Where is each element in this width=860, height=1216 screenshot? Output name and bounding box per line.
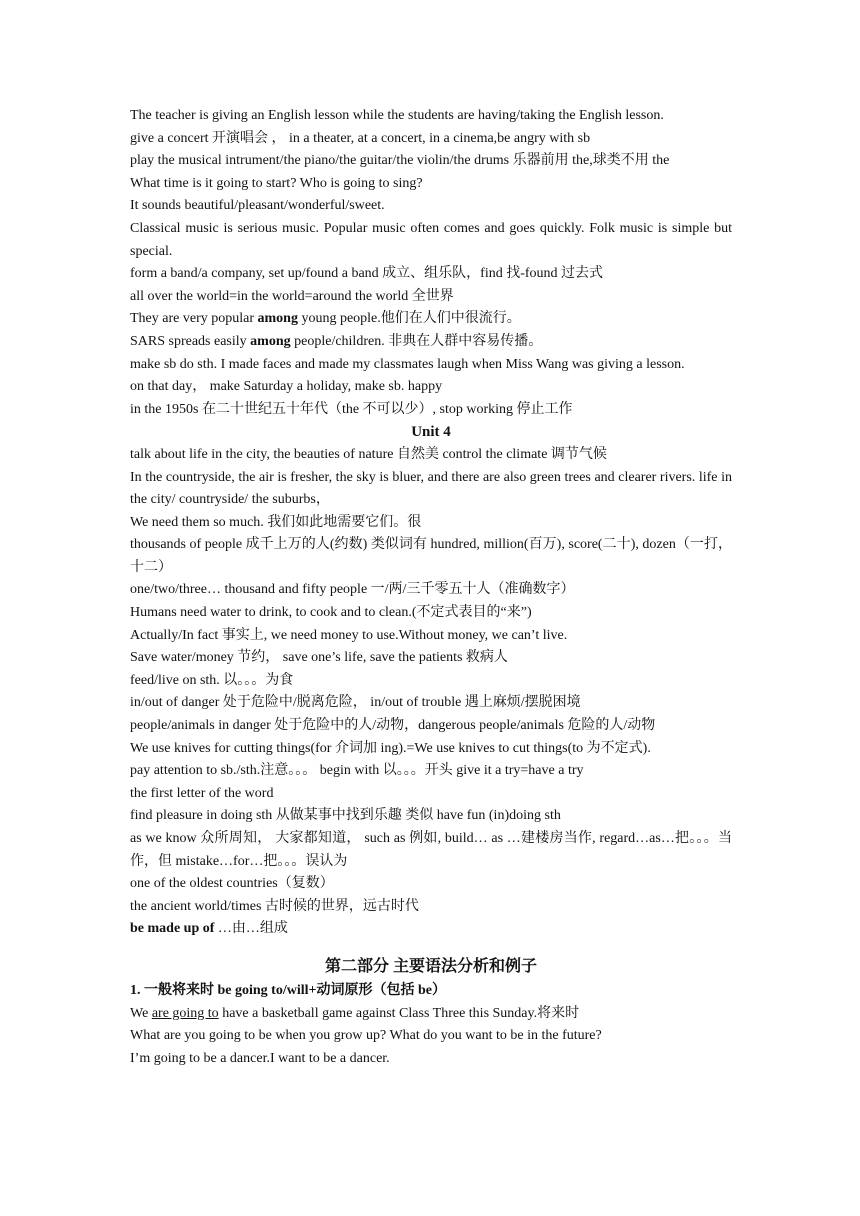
bold-phrase: be made up of — [130, 921, 215, 937]
text-line: What time is it going to start? Who is going to sing? — [130, 175, 423, 191]
paragraph: as we know 众所周知， 大家都知道， such as 例如, build… as …建楼房当作, regard…as…把。。。当作，但 mistake…for…把。。。误认为 — [130, 831, 732, 869]
paragraph: make sb do sth. I made faces and made my classmates laugh when Miss Wang was giving a lesson. — [130, 356, 685, 372]
unit-heading: Unit 4 — [411, 424, 451, 441]
paragraph: Classical music is serious music. Popular music often comes and goes quickly. Folk music is simple but special. — [130, 220, 732, 259]
text-line: We use knives for cutting things(for 介词加 ing).=We use knives to cut things(to 为不定式). — [130, 740, 651, 756]
text-line: the ancient world/times 古时候的世界，远古时代 — [130, 898, 419, 914]
text-span: SARS spreads easily — [130, 333, 251, 349]
text-line: Humans need water to drink, to cook and to clean.(不定式表目的“来”) — [130, 605, 532, 621]
paragraph: In the countryside, the air is fresher, the sky is bluer, and there are also green trees and clearer rivers. life in the city/ countryside/ the suburbs， — [130, 469, 732, 508]
text-line: all over the world=in the world=around the world 全世界 — [130, 288, 454, 304]
part-heading: 第二部分 主要语法分析和例子 — [324, 957, 537, 975]
bold-word: among — [250, 333, 291, 349]
text-line: the first letter of the word — [130, 785, 274, 801]
text-span: …由…组成 — [214, 921, 288, 937]
text-line: one/two/three… thousand and fifty people 一/两/三千零五十人（准确数字） — [130, 582, 575, 598]
text-line: We need them so much. 我们如此地需要它们。很 — [130, 514, 422, 530]
text-line: It sounds beautiful/pleasant/wonderful/sweet. — [130, 198, 385, 214]
text-line: The teacher is giving an English lesson while the students are having/taking the English lesson. — [130, 108, 664, 123]
text-line: feed/live on sth. 以。。。为食 — [130, 672, 294, 688]
text-line — [130, 308, 732, 331]
text-span: people/children. 非典在人群中容易传播。 — [290, 333, 543, 349]
text-line — [130, 918, 732, 941]
text-line: form a band/a company, set up/found a band 成立、组乐队，find 找-found 过去式 — [130, 266, 604, 282]
text-line: I’m going to be a dancer.I want to be a dancer. — [130, 1050, 390, 1066]
text-line: in/out of danger 处于危险中/脱离危险， in/out of trouble 遇上麻烦/摆脱困境 — [130, 695, 581, 711]
text-line: talk about life in the city, the beauties of nature 自然美 control the climate 调节气候 — [130, 446, 607, 462]
text-line: people/animals in danger 处于危险中的人/动物，dangerous people/animals 危险的人/动物 — [130, 718, 656, 734]
text-line: pay attention to sb./sth.注意。。。 begin with 以。。。开头 give it a try=have a try — [130, 763, 584, 779]
bold-word: among — [257, 311, 298, 327]
paragraph: thousands of people 成千上万的人(约数) 类似词有 hundred, million(百万), score(二十), dozen（一打，十二） — [130, 537, 732, 575]
underlined-phrase: are going to — [151, 1005, 219, 1021]
text-line: find pleasure in doing sth 从做某事中找到乐趣 类似 have fun (in)doing sth — [130, 808, 561, 824]
text-span: have a basketball game against Class Three this Sunday.将来时 — [218, 1005, 580, 1021]
text-line: Actually/In fact 事实上, we need money to use.Without money, we can’t live. — [130, 627, 568, 643]
text-line: give a concert 开演唱会 ， in a theater, at a concert, in a cinema,be angry with sb — [130, 130, 591, 146]
text-line: What are you going to be when you grow up? What do you want to be in the future? — [130, 1028, 602, 1044]
text-span: They are very popular — [130, 311, 258, 327]
text-line: Save water/money 节约， save one’s life, save the patients 救病人 — [130, 650, 508, 666]
text-line: in the 1950s 在二十世纪五十年代（the 不可以少）, stop working 停止工作 — [130, 401, 573, 417]
text-line — [130, 1003, 732, 1026]
grammar-heading: 1. 一般将来时 be going to/will+动词原形（包括 be） — [130, 982, 446, 998]
document-page — [130, 105, 732, 1070]
text-span: We — [130, 1005, 152, 1021]
text-line: on that day， make Saturday a holiday, make sb. happy — [130, 379, 443, 395]
text-line: one of the oldest countries（复数） — [130, 876, 334, 892]
text-line — [130, 331, 732, 354]
text-span: young people.他们在人们中很流行。 — [297, 311, 521, 327]
text-line: play the musical intrument/the piano/the guitar/the violin/the drums 乐器前用 the,球类不用 the — [130, 153, 670, 169]
